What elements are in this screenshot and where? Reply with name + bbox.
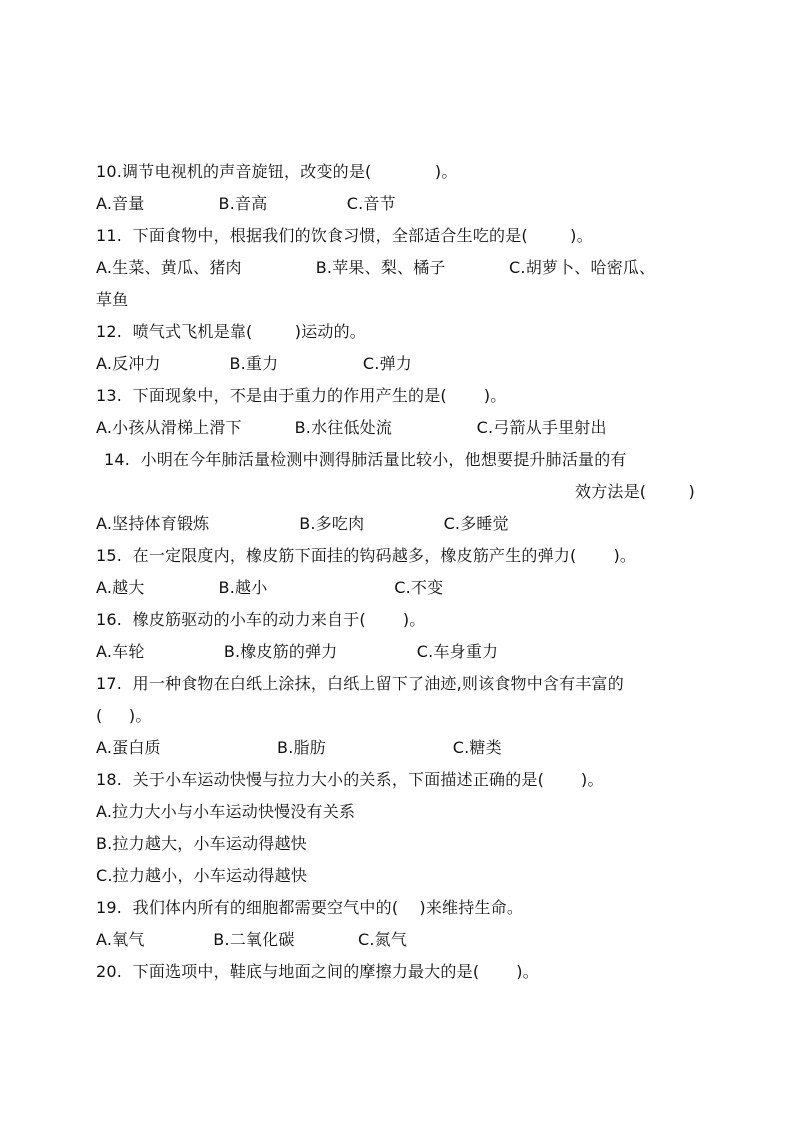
question-17-stem-cont: ( )。 xyxy=(96,706,152,725)
question-17-options: A.蛋白质 B.脂肪 C.糖类 xyxy=(96,738,502,757)
question-12-options: A.反冲力 B.重力 C.弹力 xyxy=(96,354,412,373)
question-12-stem: 12. 喷气式飞机是靠( )运动的。 xyxy=(96,322,366,341)
question-11-options-cont: 草鱼 xyxy=(96,290,129,309)
question-17-stem: 17. 用一种食物在白纸上涂抹，白纸上留下了油迹,则该食物中含有丰富的 xyxy=(96,674,624,693)
question-18-stem: 18. 关于小车运动快慢与拉力大小的关系，下面描述正确的是( )。 xyxy=(96,770,604,789)
question-15-stem: 15. 在一定限度内，橡皮筋下面挂的钩码越多，橡皮筋产生的弹力( )。 xyxy=(96,546,637,565)
question-13-stem: 13. 下面现象中，不是由于重力的作用产生的是( )。 xyxy=(96,386,507,405)
question-14-stem: 14. 小明在今年肺活量检测中测得肺活量比较小，他想要提升肺活量的有 xyxy=(104,450,627,469)
question-10-options: A.音量 B.音高 C.音节 xyxy=(96,194,396,213)
question-18-option-b: B.拉力越大，小车运动得越快 xyxy=(96,834,307,853)
question-15-options: A.越大 B.越小 C.不变 xyxy=(96,578,444,597)
question-10-stem: 10.调节电视机的声音旋钮，改变的是( )。 xyxy=(96,162,458,181)
question-20-stem: 20. 下面选项中，鞋底与地面之间的摩擦力最大的是( )。 xyxy=(96,962,539,981)
question-11-options: A.生菜、黄瓜、猪肉 B.苹果、梨、橘子 C.胡萝卜、哈密瓜、 xyxy=(96,258,656,277)
question-11-stem: 11. 下面食物中，根据我们的饮食习惯，全部适合生吃的是( )。 xyxy=(96,226,593,245)
question-18-option-a: A.拉力大小与小车运动快慢没有关系 xyxy=(96,802,356,821)
question-16-options: A.车轮 B.橡皮筋的弹力 C.车身重力 xyxy=(96,642,499,661)
question-16-stem: 16. 橡皮筋驱动的小车的动力来自于( )。 xyxy=(96,610,426,629)
question-14-options: A.坚持体育锻炼 B.多吃肉 C.多睡觉 xyxy=(96,514,509,533)
question-14-stem-cont: 效方法是( ) xyxy=(575,482,695,501)
question-19-stem: 19. 我们体内所有的细胞都需要空气中的( )来维持生命。 xyxy=(96,898,524,917)
question-13-options: A.小孩从滑梯上滑下 B.水往低处流 C.弓箭从手里射出 xyxy=(96,418,607,437)
question-18-option-c: C.拉力越小，小车运动得越快 xyxy=(96,866,308,885)
question-19-options: A.氧气 B.二氧化碳 C.氮气 xyxy=(96,930,408,949)
